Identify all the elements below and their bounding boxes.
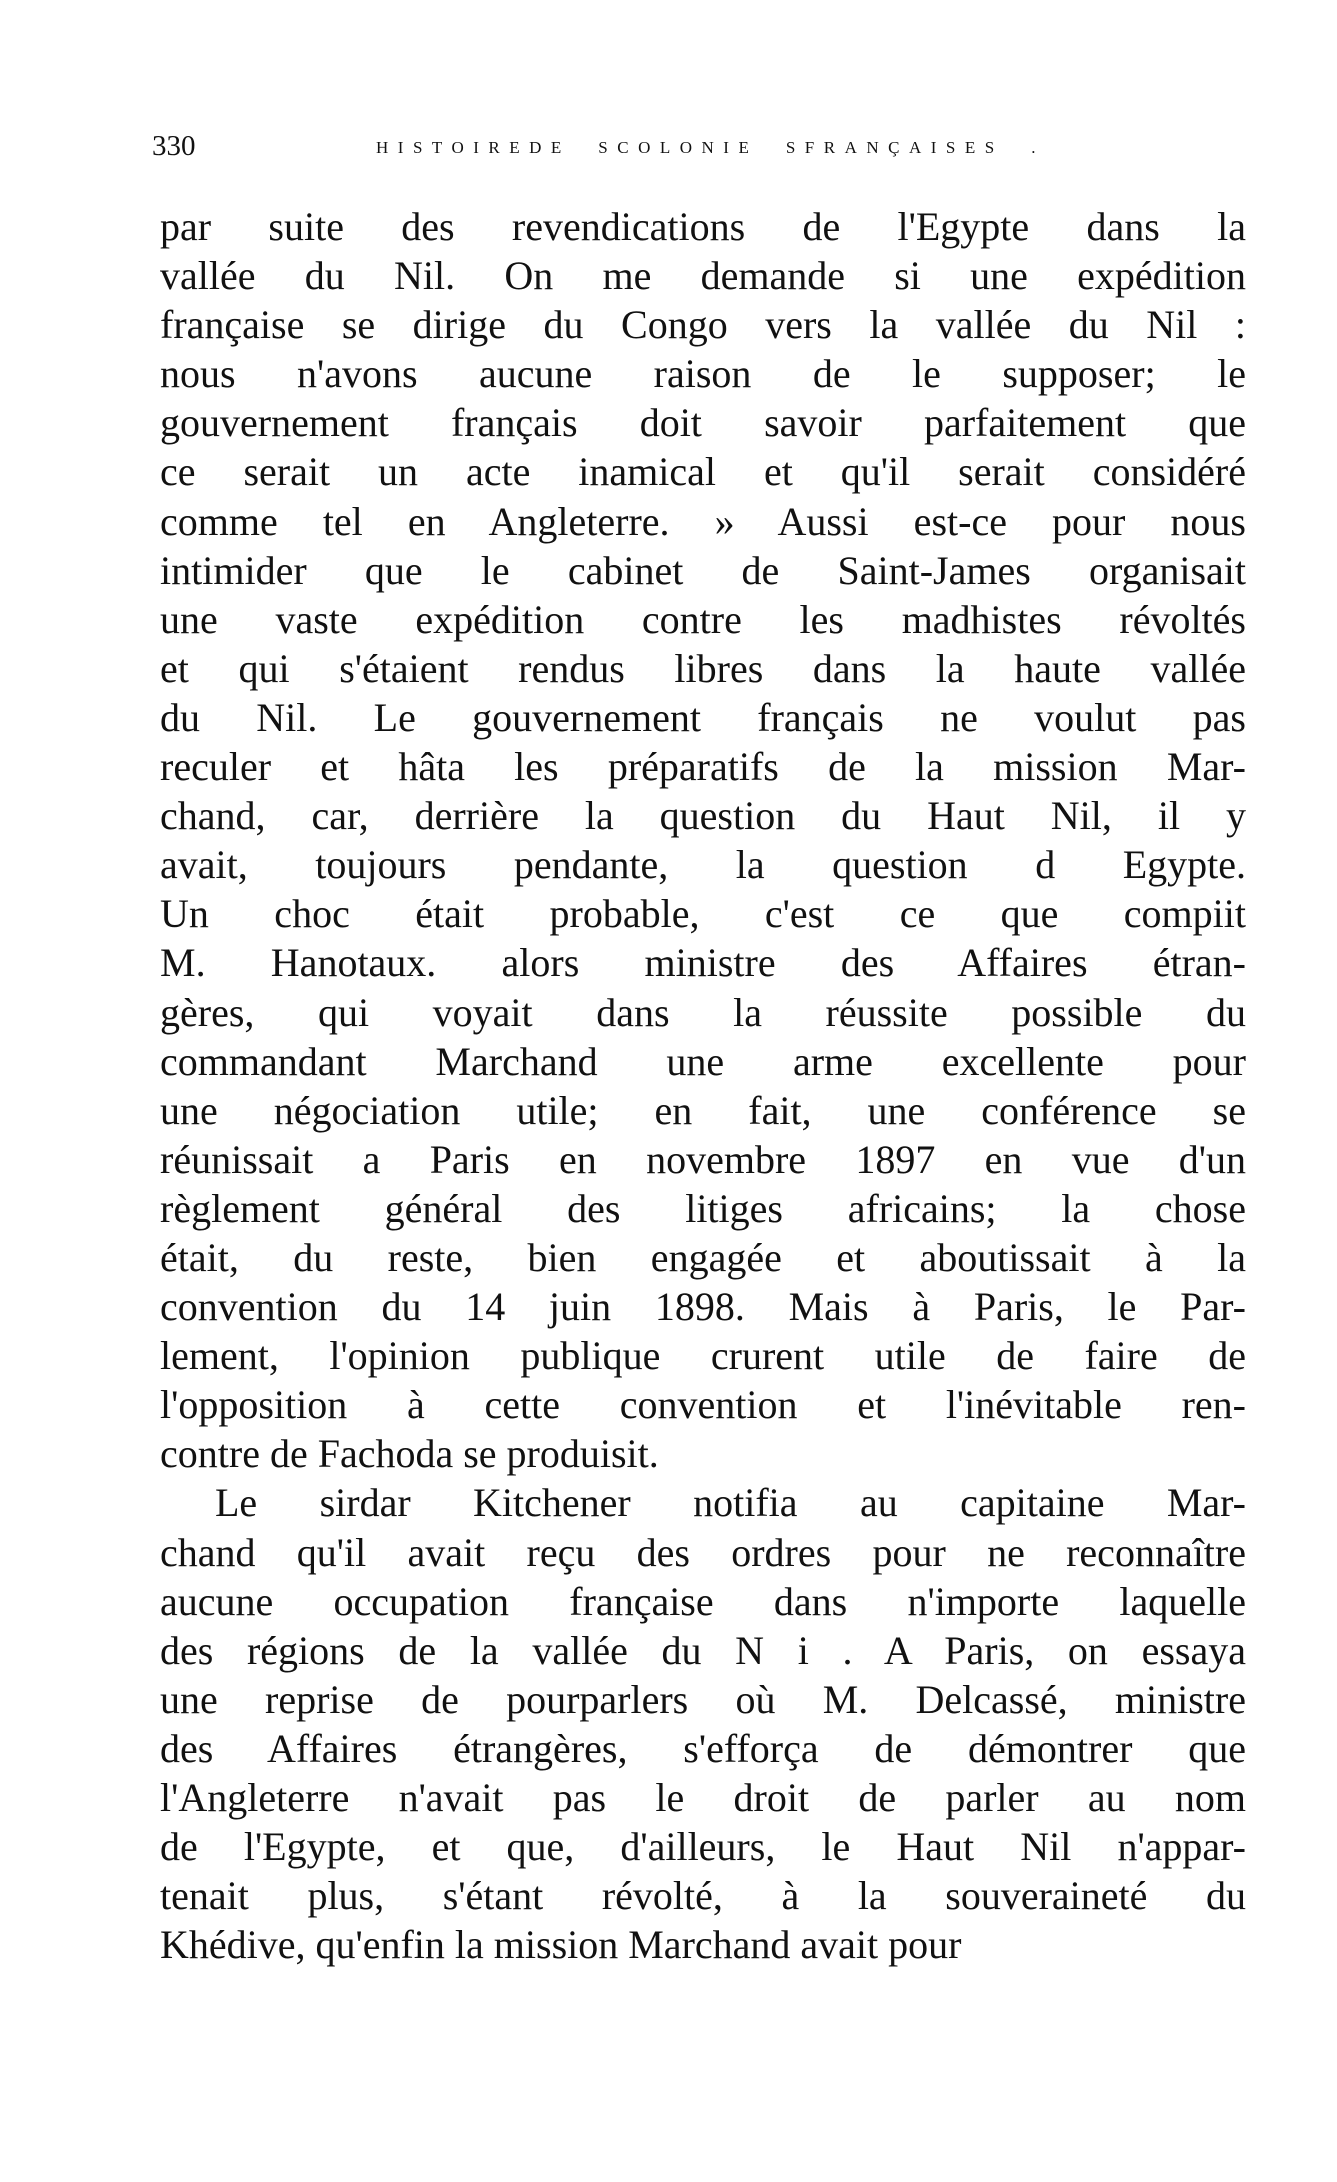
text-line: des Affaires étrangères, s'efforça de démontrer que [160,1725,1246,1771]
text-line: Un choc était probable, c'est ce que compiit [160,891,1246,937]
text-line: l'opposition à cette convention et l'inévitable ren- [160,1382,1246,1428]
page-number: 330 [152,130,196,162]
text-line: une vaste expédition contre les madhistes révoltés [160,596,1246,642]
text-line: réunissait a Paris en novembre 1897 en vue d'un [160,1136,1246,1182]
paragraph [160,1478,1246,1969]
text-line: nous n'avons aucune raison de le supposer; le [160,351,1246,397]
text-line: tenait plus, s'étant révolté, à la souveraineté du [160,1873,1246,1919]
text-line: des régions de la vallée du N i . A Paris, on essaya [160,1627,1246,1673]
text-line: était, du reste, bien engagée et aboutissait à la [160,1234,1246,1280]
text-line: française se dirige du Congo vers la vallée du Nil : [160,302,1246,348]
text-line: règlement général des litiges africains; la chose [160,1185,1246,1231]
text-line: lement, l'opinion publique crurent utile de faire de [160,1333,1246,1379]
paragraph [160,202,1246,1478]
text-line: gouvernement français doit savoir parfaitement que [160,400,1246,446]
text-line: M. Hanotaux. alors ministre des Affaires étran- [160,940,1246,986]
text-line: aucune occupation française dans n'importe laquelle [160,1578,1246,1624]
text-line: du Nil. Le gouvernement français ne voulut pas [160,694,1246,740]
text-line: par suite des revendications de l'Egypte dans la [160,204,1246,249]
text-line: chand, car, derrière la question du Haut Nil, il y [160,793,1246,839]
page-header [152,128,1045,168]
text-line: intimider que le cabinet de Saint-James organisait [160,547,1246,593]
text-line: une négociation utile; en fait, une conférence se [160,1087,1246,1133]
text-line: et qui s'étaient rendus libres dans la haute vallée [160,645,1246,691]
text-line: contre de Fachoda se produisit. [160,1431,659,1477]
text-line: convention du 14 juin 1898. Mais à Paris, le Par- [160,1284,1246,1330]
running-title: HISTOIREDE SCOLONIE SFRANÇAISES . [376,138,1045,157]
text-line: une reprise de pourparlers où M. Delcassé, ministre [160,1676,1246,1722]
text-line: de l'Egypte, et que, d'ailleurs, le Haut Nil n'appar- [160,1824,1246,1870]
text-line: l'Angleterre n'avait pas le droit de parler au nom [160,1775,1246,1820]
text-line: ce serait un acte inamical et qu'il serait considéré [160,449,1246,495]
body-text [160,202,1246,1969]
text-line: Le sirdar Kitchener notifia au capitaine Mar- [215,1480,1246,1526]
text-line: comme tel en Angleterre. » Aussi est-ce pour nous [160,498,1246,544]
text-line: vallée du Nil. On me demande si une expédition [160,253,1246,299]
text-line: chand qu'il avait reçu des ordres pour ne reconnaître [160,1529,1246,1575]
text-line: reculer et hâta les préparatifs de la mission Mar- [160,744,1246,790]
text-line: gères, qui voyait dans la réussite possible du [160,989,1246,1035]
text-line: avait, toujours pendante, la question d Egypte. [160,842,1246,888]
text-line: Khédive, qu'enfin la mission Marchand avait pour [160,1922,962,1968]
text-line: commandant Marchand une arme excellente pour [160,1038,1246,1084]
